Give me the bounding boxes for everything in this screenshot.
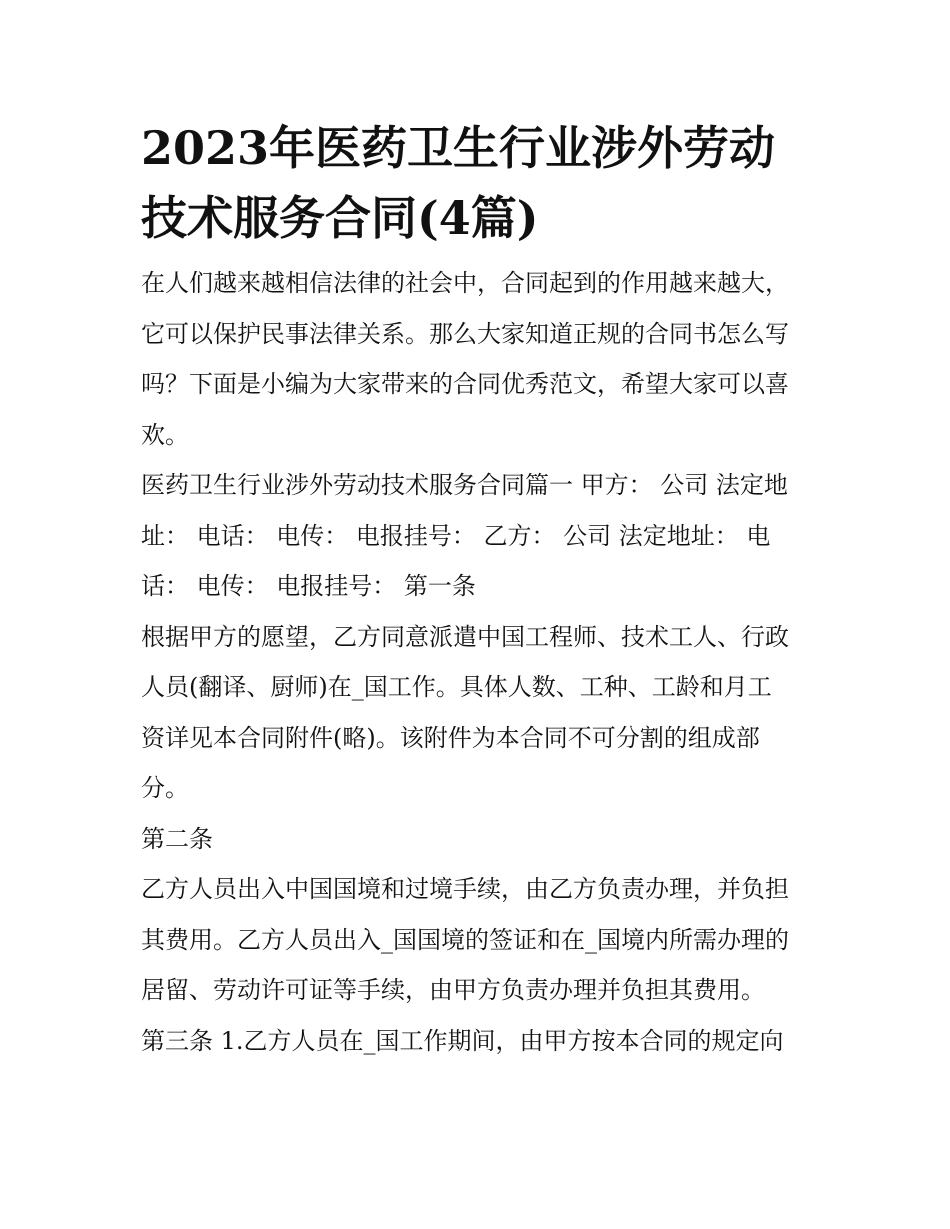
text-line: 其费用。乙方人员出入_国国境的签证和在_国境内所需办理的 xyxy=(141,925,789,954)
article-two-paragraph xyxy=(141,864,813,1016)
text-line: 医药卫生行业涉外劳动技术服务合同篇一 甲方： 公司 法定地 xyxy=(141,471,788,499)
title-line: 2023年医药卫生行业涉外劳动 xyxy=(141,121,776,175)
text-line: 分。 xyxy=(141,774,189,802)
article-two-heading xyxy=(141,814,813,865)
document-content xyxy=(141,118,813,1066)
title-line: 技术服务合同(4篇) xyxy=(141,191,539,245)
text-line: 第三条 1.乙方人员在_国工作期间，由甲方按本合同的规定向 xyxy=(141,1026,784,1055)
intro-paragraph xyxy=(141,258,813,460)
text-line: 话： 电传： 电报挂号： 第一条 xyxy=(141,572,476,600)
text-line: 在人们越来越相信法律的社会中，合同起到的作用越来越大， xyxy=(141,269,789,297)
text-line: 第二条 xyxy=(141,824,213,853)
article-one-paragraph xyxy=(141,612,813,814)
text-line: 址： 电话： 电传： 电报挂号： 乙方： 公司 法定地址： 电 xyxy=(141,521,771,550)
article-three-paragraph xyxy=(141,1016,813,1067)
text-line: 乙方人员出入中国国境和过境手续，由乙方负责办理，并负担 xyxy=(141,875,789,903)
text-line: 资详见本合同附件(略)。该附件为本合同不可分割的组成部 xyxy=(141,723,760,752)
text-line: 吗？下面是小编为大家带来的合同优秀范文，希望大家可以喜 xyxy=(141,370,789,398)
text-line: 它可以保护民事法律关系。那么大家知道正规的合同书怎么写 xyxy=(141,319,789,348)
contract-parties-paragraph xyxy=(141,460,813,612)
text-line: 根据甲方的愿望，乙方同意派遣中国工程师、技术工人、行政 xyxy=(141,622,789,651)
document-title xyxy=(141,118,813,248)
text-line: 人员(翻译、厨师)在_国工作。具体人数、工种、工龄和月工 xyxy=(141,673,772,701)
text-line: 欢。 xyxy=(141,420,189,449)
text-line: 居留、劳动许可证等手续，由甲方负责办理并负担其费用。 xyxy=(141,976,765,1004)
